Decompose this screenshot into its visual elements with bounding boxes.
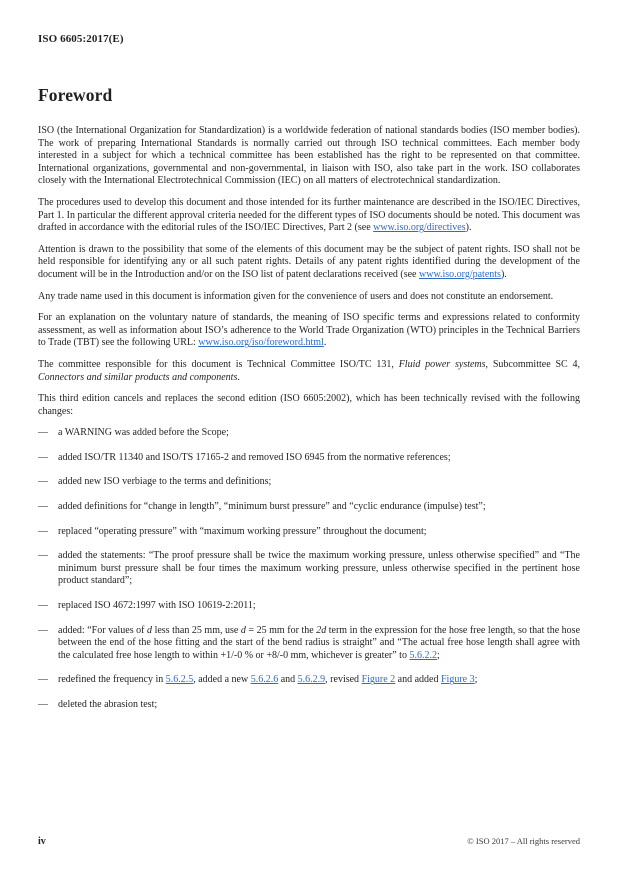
paragraph-text: added the statements: “The proof pressure shall be twice the maximum working pressure, unless otherwise specified” and “The minimum burst pressure shall be four times the maximum working pressure, unless otherwise specified in the pertinent hose product standard”; [58,550,580,587]
list-item-statements [38,550,580,588]
paragraph-text: ; [474,674,478,686]
link-clause-5-6-2-6[interactable]: 5.6.2.6 [250,674,279,686]
paragraph-text: and added [395,674,441,686]
paragraph-text: redefined the frequency in [58,674,166,686]
link-iso-foreword[interactable]: www.iso.org/iso/foreword.html [198,337,324,349]
paragraph-text: deleted the abrasion test; [58,699,158,710]
paragraph-text: Any trade name used in this document is information given for the convenience of users and does not constitute an endorsement. [38,290,554,302]
paragraph-text: and [278,674,298,686]
list-item-text [58,476,580,489]
list-item-operating-pressure [38,526,580,539]
paragraph-text: . [237,371,240,383]
paragraph-text: This third edition cancels and replaces the second edition (ISO 6605:2002), which has been technically revised with the following changes: [38,393,580,417]
list-item-text [58,427,580,440]
paragraph-text: , revised [325,674,362,686]
paragraph-wto [38,312,580,350]
link-clause-5-6-2-2[interactable]: 5.6.2.2 [409,649,437,661]
paragraph-text: The committee responsible for this document is Technical Committee ISO/TC 131, [38,358,399,370]
list-item-frequency [38,674,580,687]
committee-name-italic: Fluid power systems [398,358,486,370]
paragraph-text: a WARNING was added before the Scope; [58,427,229,439]
paragraph-text: . [323,337,327,349]
bullet-dash: — [38,427,48,439]
bullet-dash: — [38,476,48,488]
page-footer [38,836,580,847]
variable-d-italic: d [147,624,153,636]
list-item-abrasion-test [38,699,580,712]
paragraph-text: ; [436,649,440,661]
list-item-verbiage [38,476,580,489]
list-item-normative-refs [38,452,580,465]
bullet-dash: — [38,550,48,562]
page-number: iv [38,836,46,847]
paragraph-committee [38,359,580,384]
doc-reference: ISO 6605:2017(E) [38,33,124,45]
list-item-warning [38,427,580,440]
paragraph-text: For an explanation on the voluntary nature of standards, the meaning of ISO specific terms and expressions related to conformity assessment, as well as information about ISO’s adherence to the World Trade Organization (WTO) principles in the Technical Barriers to Trade (TBT) see the following URL: [38,312,580,349]
paragraph-text: ). [465,222,472,234]
paragraph-trade-name [38,291,580,304]
list-item-text [58,600,580,613]
link-figure-2[interactable]: Figure 2 [361,674,396,686]
bullet-dash: — [38,674,48,686]
copyright-notice: © ISO 2017 – All rights reserved [467,836,580,846]
paragraph-third-edition [38,393,580,418]
link-clause-5-6-2-9[interactable]: 5.6.2.9 [297,674,326,686]
paragraph-text: replaced ISO 4672:1997 with ISO 10619-2:2011; [58,600,256,612]
paragraph-iso-federation [38,125,580,188]
bullet-dash: — [38,501,48,513]
paragraph-text: = 25 mm for the [245,624,317,636]
list-item-text [58,526,580,539]
list-item-text [58,699,580,712]
section-title: Foreword [38,85,113,105]
variable-d-italic: d [240,624,246,636]
list-item-free-hose-length [38,625,580,663]
list-item-text [58,550,580,588]
link-clause-5-6-2-5[interactable]: 5.6.2.5 [165,674,194,686]
paragraph-text: ). [500,268,507,280]
bullet-dash: — [38,699,48,710]
paragraph-text: added definitions for “change in length”, “minimum burst pressure” and “cyclic endurance (impulse) test”; [58,501,486,513]
paragraph-text: term in the expression for the hose free length, so that the hose between the end of the hose fitting and the start of the bend radius is straight” and “The actual free hose length shall agree with the calculated free hose length to within +1/-0 % or +8/-0 mm, whichever is greater” to [58,624,581,661]
variable-2d-italic: 2d [316,624,327,636]
bullet-dash: — [38,624,48,636]
list-item-text [58,501,580,514]
paragraph-text: The procedures used to develop this document and those intended for its further maintenance are described in the ISO/IEC Directives, Part 1. In particular the different approval criteria needed for the different types of ISO documents should be noted. This document was drafted in accordance with the editorial rules of the ISO/IEC Directives, Part 2 (see [38,196,580,234]
subcommittee-name-italic: Connectors and similar products and components [38,371,238,383]
list-item-text [58,625,580,663]
link-figure-3[interactable]: Figure 3 [441,674,475,686]
paragraph-text: ISO (the International Organization for Standardization) is a worldwide federation of national standards bodies (ISO member bodies). The work of preparing International Standards is normally carried out through ISO technical committees. Each member body interested in a subject for which a technical committee has been established has the right to be represented on that committee. International organizations, governmental and non-governmental, in liaison with ISO, also take part in the work. ISO collaborates closely with the International Electrotechnical Commission (IEC) on all matters of electrotechnical standardization. [38,125,580,187]
paragraph-text: , Subcommittee SC 4, [485,358,581,370]
paragraph-text: added ISO/TR 11340 and ISO/TS 17165-2 and removed ISO 6945 from the normative references; [58,451,451,463]
paragraph-text: added new ISO verbiage to the terms and definitions; [58,476,272,488]
list-item-definitions [38,501,580,514]
link-iso-patents[interactable]: www.iso.org/patents [419,268,501,280]
list-item-text [58,452,580,465]
paragraph-text: added: “For values of [58,624,148,636]
paragraph-procedures [38,197,580,235]
paragraph-text: , added a new [193,674,251,686]
paragraph-patent-rights [38,244,580,282]
bullet-dash: — [38,525,48,537]
paragraph-text: Attention is drawn to the possibility that some of the elements of this document may be the subject of patent rights. ISO shall not be held responsible for identifying any or all such patent rights. Details of any patent rights identified during the development of the document will be in the Introduction and/or on the ISO list of patent declarations received (see [38,243,580,280]
list-item-text [58,674,580,687]
paragraph-text: replaced “operating pressure” with “maximum working pressure” throughout the document; [58,525,427,537]
bullet-dash: — [38,600,48,612]
link-iso-directives[interactable]: www.iso.org/directives [373,222,466,234]
bullet-dash: — [38,451,48,463]
list-item-replaced-iso4672 [38,600,580,613]
paragraph-text: less than 25 mm, use [152,624,241,636]
